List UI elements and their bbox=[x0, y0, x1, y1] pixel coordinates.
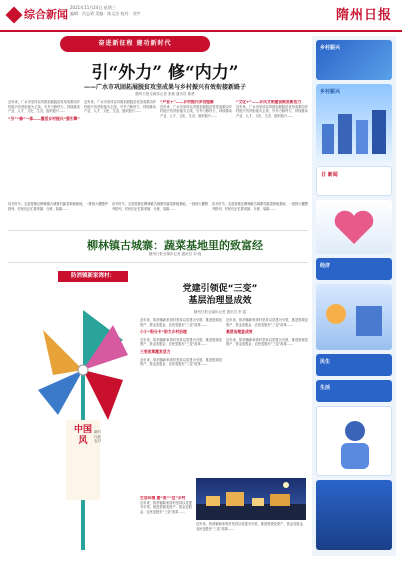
pinwheel-caption-sub: 新时代新农村 bbox=[94, 430, 101, 443]
top-body-text-3: 近年来，广水市坚持以巩固拓展脱贫攻坚成果同乡村振兴有效衔接为主线，引外力修内力，持续推动产业、人才、文化、生态、组织振兴…… bbox=[160, 104, 232, 118]
top-body-text-1: 近年来，广水市坚持以巩固拓展脱贫攻坚成果同乡村振兴有效衔接为主线，引外力修内力，持续推动产业、人才、文化、生态、组织振兴…… bbox=[8, 100, 80, 114]
sidebar-card-1[interactable] bbox=[316, 40, 392, 80]
sidebar-card-2-label: 乡村振兴 bbox=[320, 89, 341, 95]
second-col-3 bbox=[212, 202, 308, 228]
second-body-text-1: 初冬时节，走进曾都区柳林镇古城寨村蔬菜种植基地，一排排大棚整齐排列，村民们正忙着采摘、分拣、装箱…… bbox=[8, 202, 108, 211]
sidebar-heart-icon bbox=[316, 200, 392, 254]
sidebar-card-8-label: 生活 bbox=[320, 385, 331, 391]
page-header bbox=[0, 0, 402, 30]
top-body-text-2: 近年来，广水市坚持以巩固拓展脱贫攻坚成果同乡村振兴有效衔接为主线，引外力修内力，持续推动产业、人才、文化、生态、组织振兴…… bbox=[84, 100, 156, 114]
header-editors: 编辑：肖志勇 美编：陈文洁 校对：刘宇 bbox=[70, 11, 141, 16]
third-story-tag: 防消镇新家湾村： bbox=[58, 271, 128, 282]
third-col-head-2: 三变改革激发活力 bbox=[140, 348, 171, 354]
night-village-photo bbox=[196, 478, 306, 520]
second-headline: 柳林镇古城寨：蔬菜基地里的致富经 bbox=[87, 239, 263, 252]
sidebar-city-icon bbox=[316, 84, 392, 162]
third-body-text-5: 近年来，防消镇新家湾村坚持以党建为引领，推进资源变资产、资金变股金、农民变股东“三变”改革…… bbox=[226, 337, 308, 347]
header-rule bbox=[0, 30, 402, 32]
top-banner: 奋进新征程 建功新时代 bbox=[60, 36, 210, 52]
third-byline: 随州日报全媒体记者 通讯员 李 霞 bbox=[193, 310, 247, 314]
third-headline-line1: 党建引领促“三变” bbox=[182, 284, 258, 294]
sidebar-person-icon bbox=[317, 407, 392, 476]
third-col-4 bbox=[196, 522, 306, 558]
second-col-2 bbox=[112, 202, 208, 228]
sidebar-card-5-label: 经济 bbox=[320, 263, 331, 269]
third-col-2 bbox=[226, 318, 308, 473]
pinwheel-illustration bbox=[28, 300, 138, 560]
top-col-head-1: “产业+”——乡村振兴步伐铿锵 bbox=[160, 100, 214, 104]
sidebar-scene-icon bbox=[316, 284, 392, 350]
third-body-text-3: 近年来，防消镇新家湾村坚持以党建为引领，推进资源变资产、资金变股金、农民变股东“三变”改革…… bbox=[140, 357, 222, 367]
sidebar-card-10[interactable] bbox=[316, 480, 392, 550]
second-body-text-2: 初冬时节，走进曾都区柳林镇古城寨村蔬菜种植基地，一排排大棚整齐排列，村民们正忙着采摘、分拣、装箱…… bbox=[112, 202, 208, 211]
sidebar-card-7[interactable] bbox=[316, 354, 392, 376]
third-body-text-2: 近年来，防消镇新家湾村坚持以党建为引领，推进资源变资产、资金变股金、农民变股东“三变”改革…… bbox=[140, 337, 222, 347]
sidebar-card-6[interactable] bbox=[316, 284, 392, 350]
third-headline bbox=[140, 283, 300, 307]
sidebar-card-5[interactable] bbox=[316, 258, 392, 280]
sidebar-card-2[interactable] bbox=[316, 84, 392, 162]
night-photo-graphic bbox=[196, 478, 306, 520]
second-col-1 bbox=[8, 202, 108, 228]
sidebar-card-8[interactable] bbox=[316, 380, 392, 402]
second-byline: 随州日报全媒体记者 通讯员 刘 晓 bbox=[148, 252, 202, 256]
right-sidebar bbox=[312, 36, 396, 556]
third-col-head-3: 基层治理显成效 bbox=[226, 329, 253, 335]
third-body-text-7: 近年来，防消镇新家湾村坚持以党建为引领，推进资源变资产、资金变股金、农民变股东“三变”改革…… bbox=[196, 522, 306, 531]
sidebar-card-9[interactable] bbox=[316, 406, 392, 476]
main-byline: 随州日报全媒体记者 张敏 通讯员 陈勇 bbox=[135, 92, 195, 96]
header-meta bbox=[70, 5, 210, 17]
third-body-text-4: 近年来，防消镇新家湾村坚持以党建为引领，推进资源变资产、资金变股金、农民变股东“三变”改革…… bbox=[226, 318, 308, 327]
third-col-1 bbox=[140, 318, 222, 493]
main-subhead: ——广水市巩固拓展脱贫攻坚成果与乡村振兴有效衔接新路子 bbox=[83, 84, 246, 91]
divider-2 bbox=[8, 262, 308, 263]
top-body-text-4: 近年来，广水市坚持以巩固拓展脱贫攻坚成果同乡村振兴有效衔接为主线，引外力修内力，持续推动产业、人才、文化、生态、组织振兴…… bbox=[236, 104, 308, 118]
sidebar-card-7-label: 民生 bbox=[320, 359, 331, 365]
third-headline-line2: 基层治理显成效 bbox=[188, 296, 252, 306]
second-body-text-3: 初冬时节，走进曾都区柳林镇古城寨村蔬菜种植基地，一排排大棚整齐排列，村民们正忙着采摘、分拣、装箱…… bbox=[212, 202, 308, 211]
third-body-text-1: 近年来，防消镇新家湾村坚持以党建为引领，推进资源变资产、资金变股金、农民变股东“三变”改革…… bbox=[140, 318, 222, 327]
top-col-head-3: “引”“修”一体——激活乡村振兴“强引擎” bbox=[8, 115, 80, 121]
divider-1 bbox=[8, 230, 308, 231]
sidebar-card-3[interactable] bbox=[316, 166, 392, 196]
pinwheel-caption-main: 中国风 bbox=[73, 425, 92, 446]
third-col-head-4: 生活环境 建“美”“宜”乡村 bbox=[140, 496, 186, 500]
third-col-3 bbox=[140, 496, 192, 558]
top-col-head-2: “文化+”——乡风文明建设焕发新活力 bbox=[236, 100, 302, 104]
sidebar-card-1-label: 乡村振兴 bbox=[320, 45, 341, 51]
section-title: 综合新闻 bbox=[24, 8, 68, 21]
main-headline: 引“外力” 修“内力” bbox=[91, 63, 239, 83]
header-date: 2021年11月24日 星期三 bbox=[70, 5, 116, 10]
section-marker bbox=[6, 7, 23, 24]
sidebar-card-4[interactable] bbox=[316, 200, 392, 254]
third-col-head-1: 小小“积分卡”助力乡村治理 bbox=[140, 329, 187, 335]
sidebar-card-3-label: 日 新闻 bbox=[321, 172, 338, 178]
third-body-text-6: 近年来，防消镇新家湾村坚持以党建为引领，推进资源变资产、资金变股金、农民变股东“三变”改革…… bbox=[140, 500, 192, 514]
newspaper-logo: 隋州日报 bbox=[335, 8, 392, 23]
